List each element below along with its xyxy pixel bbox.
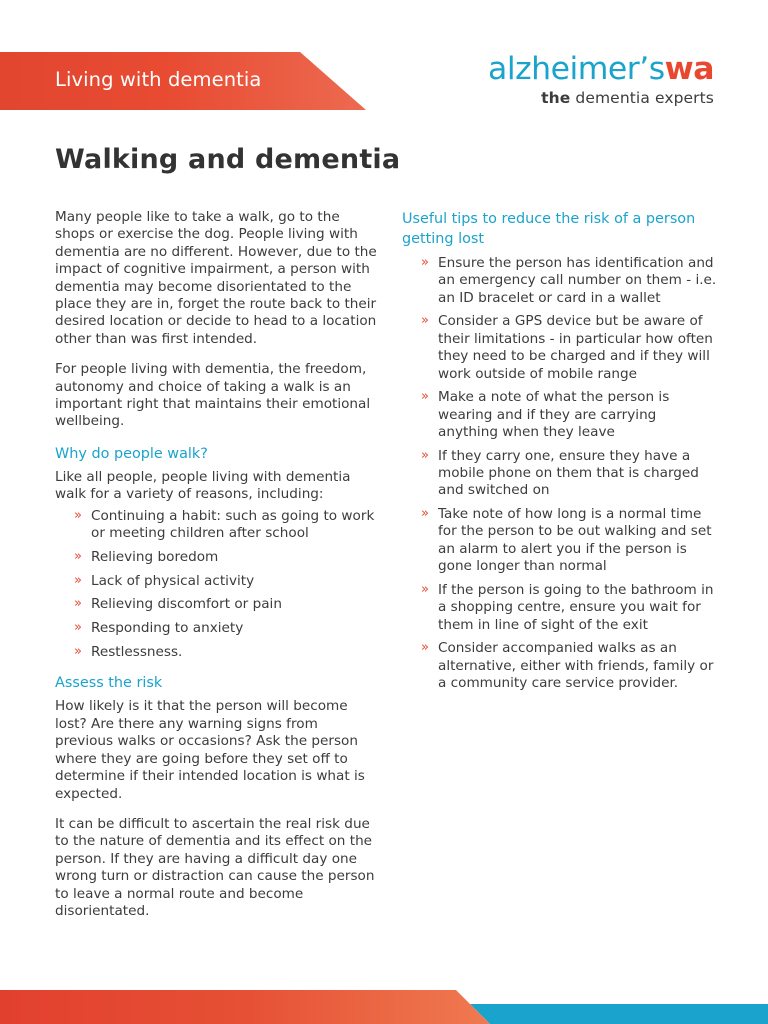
list-item: » Restlessness.: [74, 644, 183, 661]
list-item: » Ensure the person has identification and an emergency call number on them - i.e. an ID bracelet or card in a wallet: [421, 255, 717, 306]
chevron-bullet-icon: »: [74, 644, 82, 660]
tips-list: [402, 255, 720, 692]
chevron-bullet-icon: »: [421, 389, 429, 405]
list-item: » Lack of physical activity: [74, 572, 255, 589]
banner-label: Living with dementia: [55, 68, 262, 91]
list-item: » Relieving discomfort or pain: [74, 596, 282, 613]
page-title: Walking and dementia: [55, 144, 401, 175]
risk-paragraph-1: How likely is it that the person will become lost? Are there any warning signs from previous walks or occasions? Ask the person where they are going before they set off to determine if their intended location is what is expected.: [55, 698, 365, 802]
chevron-bullet-icon: »: [74, 507, 82, 523]
list-item: » Make a note of what the person is wearing and if they are carrying anything when they leave: [421, 389, 670, 441]
logo-name-part1: alzheimer’s: [488, 51, 665, 87]
list-item: » Take note of how long is a normal time for the person to be out walking and set an alarm to alert you if the person is gone longer than normal: [421, 506, 712, 575]
chevron-bullet-icon: »: [421, 581, 429, 597]
list-item: » Relieving boredom: [74, 548, 219, 565]
list-item: » If they carry one, ensure they have a mobile phone on them that is charged and switched on: [421, 447, 699, 499]
chevron-bullet-icon: »: [421, 313, 429, 329]
chevron-bullet-icon: »: [74, 620, 82, 636]
list-item: » Continuing a habit: such as going to work or meeting children after school: [74, 507, 375, 542]
why-heading: Why do people walk?: [55, 445, 208, 462]
intro-paragraph-2: For people living with dementia, the freedom, autonomy and choice of taking a walk is an important right that maintains their emotional wellbeing.: [55, 361, 371, 430]
logo-name-part2: wa: [664, 51, 714, 87]
why-list: [55, 508, 377, 662]
footer-stripe-blue: [470, 1004, 768, 1024]
chevron-bullet-icon: »: [421, 640, 429, 656]
brand-logo: [488, 50, 714, 107]
chevron-bullet-icon: »: [74, 572, 82, 588]
left-column: [55, 209, 377, 933]
logo-wordmark: [488, 50, 714, 88]
chevron-bullet-icon: »: [421, 506, 429, 522]
footer-stripe-red: [0, 990, 490, 1024]
right-column: [402, 209, 720, 699]
chevron-bullet-icon: »: [74, 596, 82, 612]
tips-heading: Useful tips to reduce the risk of a person getting lost: [402, 211, 696, 247]
logo-tag-rest: dementia experts: [575, 89, 714, 107]
list-item: » If the person is going to the bathroom in a shopping centre, ensure you wait for them in line of sight of the exit: [421, 581, 714, 633]
logo-tagline: [488, 89, 714, 107]
chevron-bullet-icon: »: [421, 255, 429, 270]
list-item: » Responding to anxiety: [74, 620, 244, 637]
chevron-bullet-icon: »: [421, 447, 429, 463]
logo-tag-bold: the: [541, 89, 571, 107]
list-item: » Consider accompanied walks as an alternative, either with friends, family or a community care service provider.: [421, 640, 714, 692]
risk-paragraph-2: It can be difficult to ascertain the real risk due to the nature of dementia and its effect on the person. If they are having a difficult day one wrong turn or distraction can cause the person to leave a normal route and become disorientated.: [55, 815, 375, 919]
intro-paragraph-1: Many people like to take a walk, go to the shops or exercise the dog. People living with dementia are no different. However, due to the impact of cognitive impairment, a person with dementia may become disorientated to the place they are in, forget the route back to their desired location or decide to head to a location other than was first intended.: [55, 209, 377, 347]
why-paragraph: Like all people, people living with dementia walk for a variety of reasons, including:: [55, 468, 351, 503]
chevron-bullet-icon: »: [74, 548, 82, 564]
risk-heading: Assess the risk: [55, 675, 163, 692]
list-item: » Consider a GPS device but be aware of their limitations - in particular how often they need to be charged and if they will work outside of mobile range: [421, 313, 713, 382]
